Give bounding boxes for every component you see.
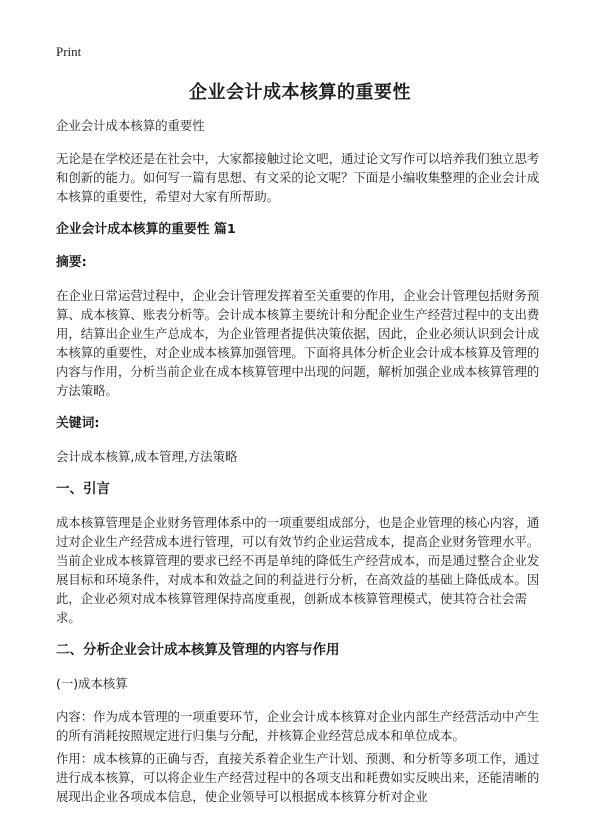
section-title: 企业会计成本核算的重要性 篇1 xyxy=(56,222,236,237)
keywords-label: 关键词: xyxy=(56,416,100,431)
abstract-label: 摘要: xyxy=(56,255,87,270)
heading-analysis: 二、分析企业会计成本核算及管理的内容与作用 xyxy=(56,642,340,658)
print-link[interactable]: Print xyxy=(56,44,82,59)
abstract-paragraph: 在企业日常运营过程中，企业会计管理发挥着至关重要的作用，企业会计管理包括财务预算、成本核算、账表分析等。会计成本核算主要统计和分配企业生产经营过程中的支出费用，结算出企业生产总成本，为企业管理者提供决策依据，因此，企业必须认识到会计成本核算的重要性，对企业成本核算加强管理。下面将具体分析企业会计成本核算及管理的内容与作用，分析当前企业在成本核算管理中出现的问题，解析加强企业成本核算管理的方法策略。 xyxy=(56,288,540,398)
content-paragraph: 内容：作为成本管理的一项重要环节，企业会计成本核算对企业内部生产经营活动中产生的所有消耗按照规定进行归集与分配，并核算企业经营总成本和单位成本。 xyxy=(56,709,540,743)
heading-introduction: 一、引言 xyxy=(56,481,110,497)
subheading-cost-accounting: (一)成本核算 xyxy=(56,676,128,691)
introduction-paragraph: 成本核算管理是企业财务管理体系中的一项重要组成部分，也是企业管理的核心内容，通过对企业生产经营成本进行管理，可以有效节约企业运营成本，提高企业财务管理水平。当前企业成本核算管理的要求已经不再是单纯的降低生产经营成本，而是通过整合企业发展目标和环境条件，对成本和效益之间的利益进行分析，在高效益的基础上降低成本。因此，企业必须对成本核算管理保持高度重视，创新成本核算管理模式，使其符合社会需求。 xyxy=(56,515,540,625)
document-subtitle: 企业会计成本核算的重要性 xyxy=(56,118,205,133)
intro-paragraph: 无论是在学校还是在社会中，大家都接触过论文吧，通过论文写作可以培养我们独立思考和创新的能力。如何写一篇有思想、有文采的论文呢？下面是小编收集整理的企业会计成本核算的重要性，希望对大家有所帮助。 xyxy=(56,151,540,204)
page-title: 企业会计成本核算的重要性 xyxy=(189,82,411,103)
keywords-text: 会计成本核算,成本管理,方法策略 xyxy=(56,449,238,464)
document-body xyxy=(56,116,546,806)
function-paragraph: 作用：成本核算的正确与否，直接关系着企业生产计划、预测、和分析等多项工作，通过进行成本核算，可以将企业生产经营过程中的各项支出和耗费如实反映出来，还能清晰的展现出企业各项成本信息，使企业领导可以根据成本核算分析对企业 xyxy=(56,751,540,804)
